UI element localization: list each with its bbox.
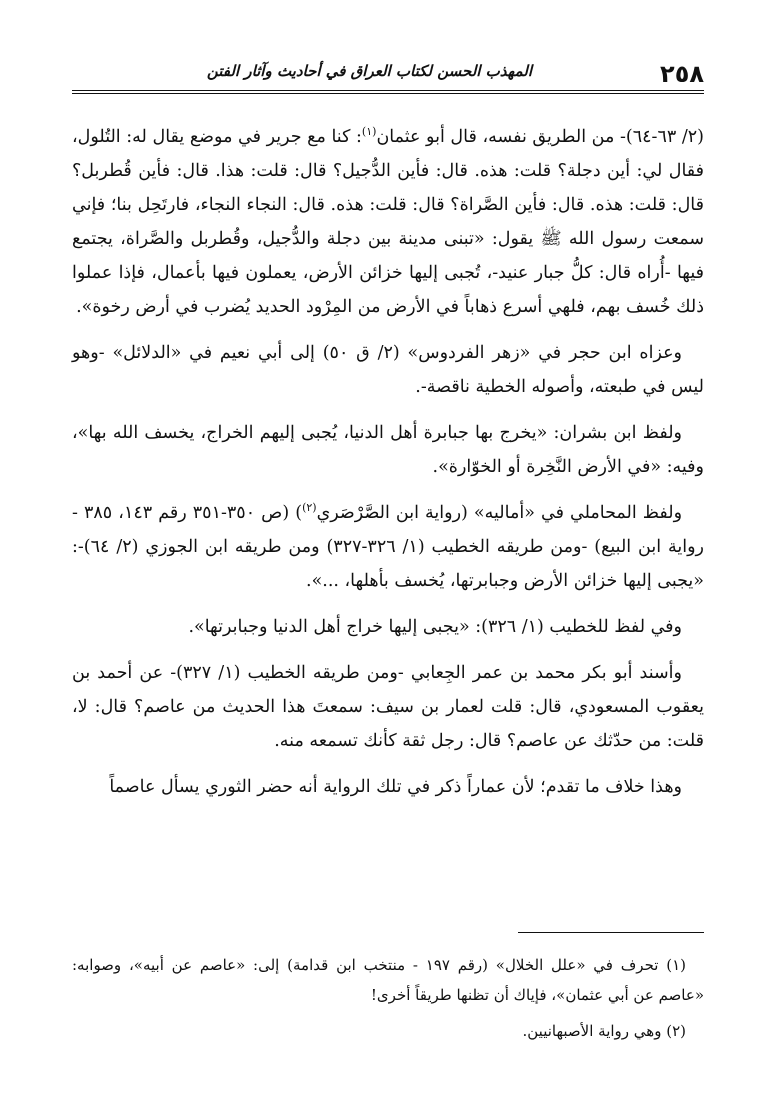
page-number: ٢٥٨ bbox=[660, 60, 704, 88]
paragraph-4-part-1: ولفظ المحاملي في «أماليه» (رواية ابن الصَّرْصَري bbox=[316, 503, 683, 523]
page-header bbox=[72, 56, 704, 94]
main-text bbox=[72, 120, 704, 816]
footnote-separator bbox=[518, 932, 704, 933]
paragraph-4-part-2: ) (ص ٣٥٠-٣٥١ رقم ١٤٣، ٣٨٥ - رواية ابن البيع) -ومن طريقه الخطيب (١/ ٣٢٦-٣٢٧) ومن طريقه ابن الجوزي (٢/ ٦٤)-: «يجبى إليها خزائن الأرض وجبابرتها، يُخسف بأهلها، ...». bbox=[72, 503, 704, 591]
paragraph-1-part-2: : كنا مع جرير في موضع يقال له: التُلول، فقال لي: أين دجلة؟ قلت: هذه. قال: فأين الدُّجيل؟ قال: قلت: هذا. قال: فأين قُطربل؟ قال: قلت: هذه. قال: فأين الصَّراة؟ قال: قلت: هذه. قال: النجاء النجاء، فارتَحِل بنا؛ فإني سمعت رسول الله ﷺ يقول: «تبنى مدينة بين دجلة والدُّجيل، وقُطربل والصَّراة، يجتمع فيها -أُراه قال: كلُّ جبار عنيد-، تُجبى إليها خزائن الأرض، يعملون فيها بأعمال، فإذا عملوا ذلك خُسف بهم، فلهي أسرع ذهاباً في الأرض من المِرْود الحديد يُضرب في أرض رخوة». bbox=[72, 127, 704, 317]
paragraph-4 bbox=[72, 496, 704, 598]
header-rule bbox=[72, 90, 704, 94]
running-title: المهذب الحسن لكتاب العراق في أحاديث وآثار الفتن bbox=[206, 62, 532, 80]
paragraph-7: وهذا خلاف ما تقدم؛ لأن عماراً ذكر في تلك الرواية أنه حضر الثوري يسأل عاصماً bbox=[109, 777, 682, 797]
paragraph-1-part-1: (٢/ ٦٣-٦٤)- من الطريق نفسه، قال أبو عثمان bbox=[376, 127, 704, 147]
footnote-2: (٢) وهي رواية الأصبهانيين. bbox=[522, 1022, 686, 1040]
footnote-1: (١) تحرف في «علل الخلال» (رقم ١٩٧ - منتخب ابن قدامة) إلى: «عاصم عن أبيه»، وصوابه: «عاصم عن أبي عثمان»، فإياك أن تظنها طريقاً أخرى! bbox=[72, 956, 704, 1004]
paragraph-5: وفي لفظ للخطيب (١/ ٣٢٦): «يجبى إليها خراج أهل الدنيا وجبابرتها». bbox=[188, 617, 682, 637]
footnotes bbox=[72, 950, 704, 1052]
paragraph-2: وعزاه ابن حجر في «زهر الفردوس» (٢/ ق ٥٠) إلى أبي نعيم في «الدلائل» -وهو ليس في طبعته، وأصوله الخطية ناقصة-. bbox=[72, 343, 704, 397]
footnote-ref-2: (٢) bbox=[302, 501, 317, 515]
paragraph-6: وأسند أبو بكر محمد بن عمر الجِعابي -ومن طريقه الخطيب (١/ ٣٢٧)- عن أحمد بن يعقوب المسعودي، قال: قلت لعمار بن سيف: سمعتَ هذا الحديث من عاصم؟ قال: لا، قلت: من حدّثك عن عاصم؟ قال: رجل ثقة كأنك تسمعه منه. bbox=[72, 663, 704, 751]
paragraph-1 bbox=[72, 120, 704, 324]
paragraph-3: ولفظ ابن بشران: «يخرج بها جبابرة أهل الدنيا، يُجبى إليهم الخراج، يخسف الله بها»، وفيه: «في الأرض النَّخِرة أو الخوّارة». bbox=[72, 423, 704, 477]
footnote-ref-1: (١) bbox=[361, 125, 377, 139]
